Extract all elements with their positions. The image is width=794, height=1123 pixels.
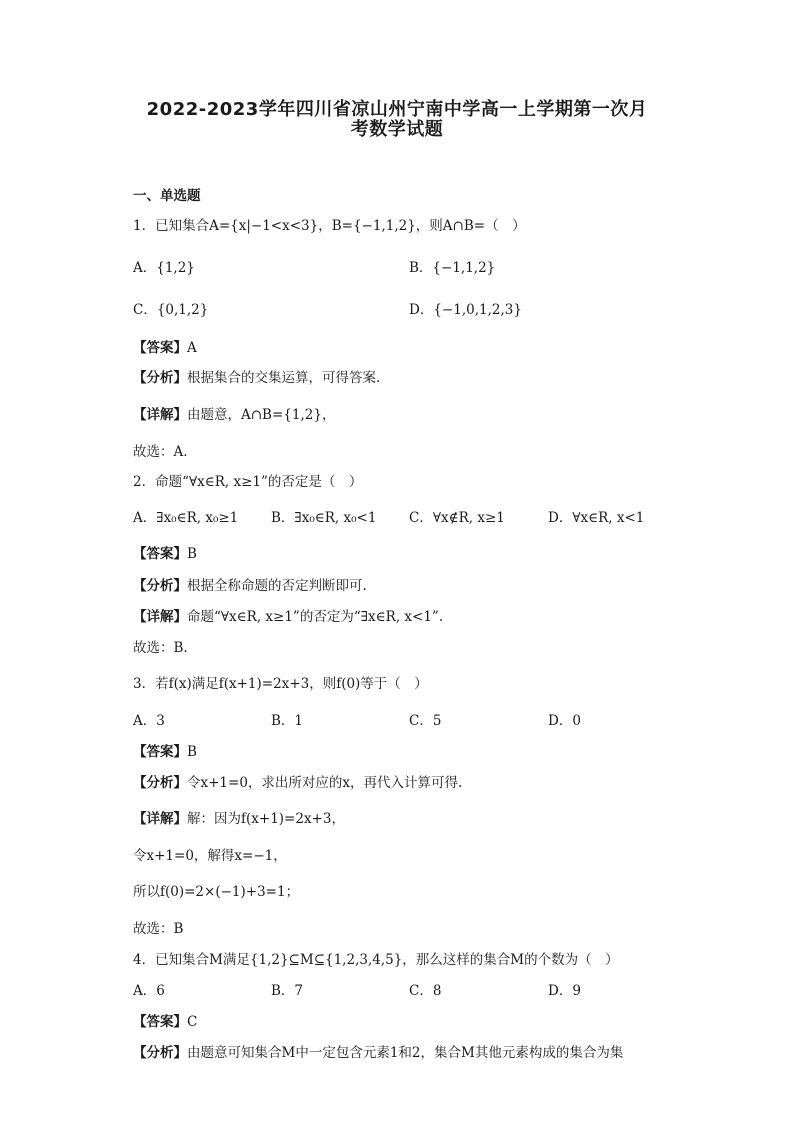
question-3-answer [133,742,197,762]
question-3-detail-2: 令x+1=0，解得x=−1， [133,848,287,864]
question-1-option-c: C．{0,1,2} [133,302,209,318]
question-4-option-a: A．6 [133,983,165,999]
detail-tag: 【详解】 [133,811,187,827]
answer-value: B [187,546,197,562]
question-4-option-d: D．9 [548,983,581,999]
analysis-text: 令x+1=0，求出所对应的x，再代入计算可得. [187,775,463,791]
question-3-detail-3: 所以f(0)=2×(−1)+3=1； [133,884,300,900]
question-2-option-b: B．∃x₀∈R, x₀<1 [271,510,377,526]
question-1-stem: 1．已知集合A={x|−1<x<3}，B={−1,1,2}，则A∩B=（ ） [133,218,526,234]
analysis-tag: 【分析】 [133,370,187,386]
question-1-answer [133,338,197,358]
detail-tag: 【详解】 [133,407,187,423]
question-1-option-d: D．{−1,0,1,2,3} [409,302,522,318]
document-title-line-1: 2022-2023学年四川省凉山州宁南中学高一上学期第一次月 [146,99,648,120]
question-4-option-b: B．7 [271,983,304,999]
question-2-option-c: C．∀x∉R, x≥1 [409,510,505,526]
answer-tag: 【答案】 [133,546,187,562]
question-3-analysis [133,773,462,793]
document-title-line-2: 考数学试题 [350,119,444,140]
detail-tag: 【详解】 [133,609,187,625]
question-4-answer [133,1012,197,1032]
question-1-analysis [133,368,380,388]
answer-value: C [187,1014,198,1030]
question-2-option-d: D．∀x∈R, x<1 [548,510,645,526]
question-1-detail [133,405,335,425]
analysis-tag: 【分析】 [133,775,187,791]
question-3-option-a: A．3 [133,713,165,729]
answer-tag: 【答案】 [133,340,187,356]
question-3-option-c: C．5 [409,713,442,729]
question-3-detail [133,809,345,829]
answer-value: B [187,744,197,760]
question-4-analysis [133,1043,623,1063]
analysis-tag: 【分析】 [133,1045,187,1061]
question-4-option-c: C．8 [409,983,442,999]
answer-value: A [187,340,197,356]
question-3-stem: 3．若f(x)满足f(x+1)=2x+3，则f(0)等于（ ） [133,676,428,692]
detail-text: 命题“∀x∈R, x≥1”的否定为“∃x∈R, x<1”. [187,609,444,625]
analysis-text: 根据全称命题的否定判断即可. [187,578,367,594]
analysis-text: 由题意可知集合M中一定包含元素1和2，集合M其他元素构成的集合为集 [187,1045,624,1061]
question-2-stem: 2．命题“∀x∈R, x≥1”的否定是（ ） [133,474,363,490]
detail-text: 解：因为f(x+1)=2x+3， [187,811,345,827]
question-1-option-a: A．{1,2} [133,260,195,276]
answer-tag: 【答案】 [133,744,187,760]
question-2-analysis [133,576,367,596]
question-3-option-b: B．1 [271,713,304,729]
analysis-tag: 【分析】 [133,578,187,594]
question-4-stem: 4．已知集合M满足{1,2}⊆M⊆{1,2,3,4,5}，那么这样的集合M的个数为（ ） [133,952,619,968]
question-1-option-b: B．{−1,1,2} [409,260,496,276]
answer-tag: 【答案】 [133,1014,187,1030]
question-3-conclusion: 故选：B [133,921,184,937]
question-3-option-d: D．0 [548,713,581,729]
question-2-conclusion: 故选：B. [133,640,188,656]
detail-text: 由题意，A∩B={1,2}， [187,407,336,423]
question-1-conclusion: 故选：A. [133,444,188,460]
analysis-text: 根据集合的交集运算，可得答案. [187,370,381,386]
question-2-option-a: A．∃x₀∈R, x₀≥1 [133,510,239,526]
question-2-detail [133,607,443,627]
question-2-answer [133,544,197,564]
section-heading: 一、单选题 [133,188,201,204]
